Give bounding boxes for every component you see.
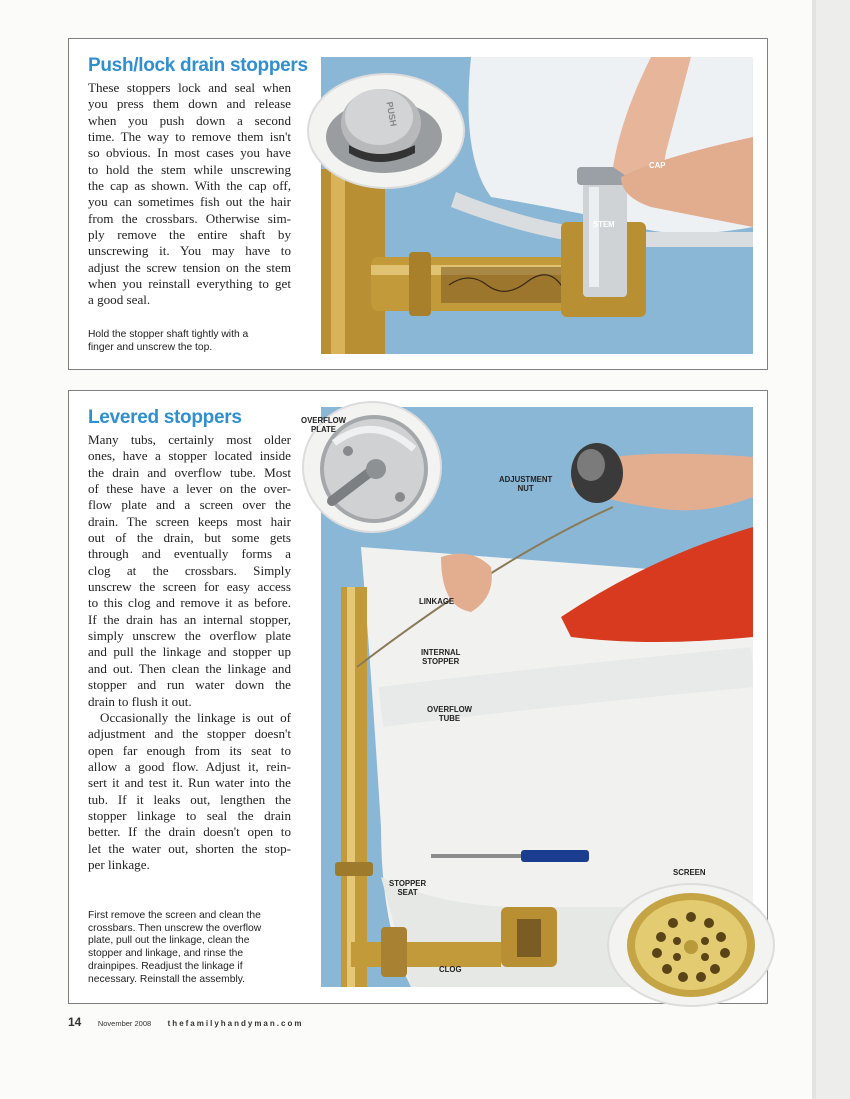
text-line: plate, pull out the linkage, clean the — [88, 935, 250, 947]
text-line: adjustment and the stopper doesn't — [88, 726, 291, 742]
screen-label: SCREEN — [673, 868, 706, 877]
text-line: allow a good flow. Adjust it, rein- — [88, 758, 291, 774]
text-line: stopper linkage to seal the drain — [88, 807, 291, 823]
text-line: flow plate and a screen over the — [88, 497, 291, 513]
cap-label: CAP — [649, 161, 666, 170]
text-line: better. If the drain doesn't open to — [88, 824, 291, 840]
text-line: Many tubs, certainly most older — [88, 432, 291, 447]
text-line: crossbars. Then unscrew the overflow — [88, 922, 262, 934]
text-line: to hold the stem while unscrewing — [88, 161, 291, 177]
text-line: stopper and linkage, and rinse the — [88, 948, 244, 960]
screen-inset — [607, 883, 775, 1007]
section-heading: Push/lock drain stoppers — [88, 55, 308, 76]
issue-date: November 2008 — [97, 1019, 152, 1028]
section-body — [88, 80, 291, 309]
text-line: simply unscrew the overflow plate — [88, 628, 291, 644]
text-line: adjust the screw tension on the stem — [88, 259, 291, 275]
text-line: and pull the linkage and stopper up — [88, 644, 291, 660]
text-line: drainpipes. Readjust the linkage if — [88, 960, 243, 972]
website: thefamilyhandyman.com — [167, 1019, 304, 1028]
text-line: a good seal. — [88, 292, 151, 308]
text-line: ply remove the entire shaft by — [88, 227, 291, 243]
text-line: you press them down and release — [88, 96, 291, 112]
text-line: of these have a lever on the over- — [88, 481, 291, 497]
levered-section — [68, 390, 768, 1004]
photo-caption — [88, 910, 310, 986]
text-line: First remove the screen and clean the — [88, 910, 261, 921]
text-line: finger and unscrew the top. — [88, 341, 213, 353]
page-number: 14 — [68, 1015, 82, 1029]
overflow-tube-label: OVERFLOW TUBE — [427, 705, 473, 723]
text-line: the cap as shown. With the cap off, — [88, 178, 291, 194]
text-line: let the water out, shorten the stop- — [88, 840, 291, 856]
page-footer — [68, 1013, 303, 1031]
text-line: If the drain has an internal stopper, — [88, 611, 291, 627]
text-line: from the crossbars. Otherwise sim- — [88, 210, 291, 226]
stopper-seat-label: STOPPER SEAT — [389, 879, 427, 897]
text-line: to this clog and remove it as before. — [88, 595, 291, 611]
text-line: ones, have a stopper located inside — [88, 448, 291, 464]
text-line: per linkage. — [88, 856, 150, 872]
stopper-push-text: PUSH — [384, 100, 399, 128]
text-line: drain to flush it out. — [88, 693, 192, 709]
text-line: stopper and run water down the — [88, 677, 291, 693]
linkage-label: LINKAGE — [419, 597, 455, 606]
section-heading: Levered stoppers — [88, 407, 242, 428]
text-line: Occasionally the linkage is out of — [100, 709, 291, 725]
text-line: unscrewing it. You may have to — [88, 243, 291, 259]
overflow-plate-label: OVERFLOW PLATE — [301, 416, 347, 434]
text-line: unscrew the screen for easy access — [88, 579, 291, 595]
text-line: so obvious. In most cases you have — [88, 145, 291, 161]
internal-stopper-label: INTERNAL STOPPER — [421, 648, 461, 666]
text-line: sert it and test it. Run water into the — [88, 775, 291, 791]
section-body — [88, 432, 291, 873]
text-line: open far enough from its seat to — [88, 742, 291, 758]
text-line: drain. The screen keeps most hair — [88, 513, 291, 529]
push-lock-section — [68, 38, 768, 370]
adjustment-nut-label: ADJUSTMENT NUT — [499, 475, 553, 493]
stopper-inset — [307, 73, 465, 189]
text-line: the drain and overflow tube. Most — [88, 464, 291, 480]
text-line: These stoppers lock and seal when — [88, 80, 291, 95]
text-line: clog at the crossbars. Simply — [88, 562, 291, 578]
text-line: you can sometimes fish out the hair — [88, 194, 291, 210]
text-line: and out. Then clean the linkage and — [88, 660, 291, 676]
stem-label: STEM — [593, 220, 615, 229]
text-line: through and eventually forms a — [88, 546, 291, 562]
text-line: tub. If it leaks out, lengthen the — [88, 791, 291, 807]
page-edge — [816, 0, 850, 1099]
text-line: when you push down a second — [88, 112, 291, 128]
text-line: out of the drain, but some gets — [88, 530, 291, 546]
text-line: when you reinstall everything to get — [88, 276, 291, 292]
text-line: necessary. Reinstall the assembly. — [88, 973, 245, 985]
text-line: Hold the stopper shaft tightly with a — [88, 329, 249, 340]
clog-label: CLOG — [439, 965, 462, 974]
text-line: time. The way to remove them isn't — [88, 129, 291, 145]
photo-caption — [88, 329, 298, 354]
